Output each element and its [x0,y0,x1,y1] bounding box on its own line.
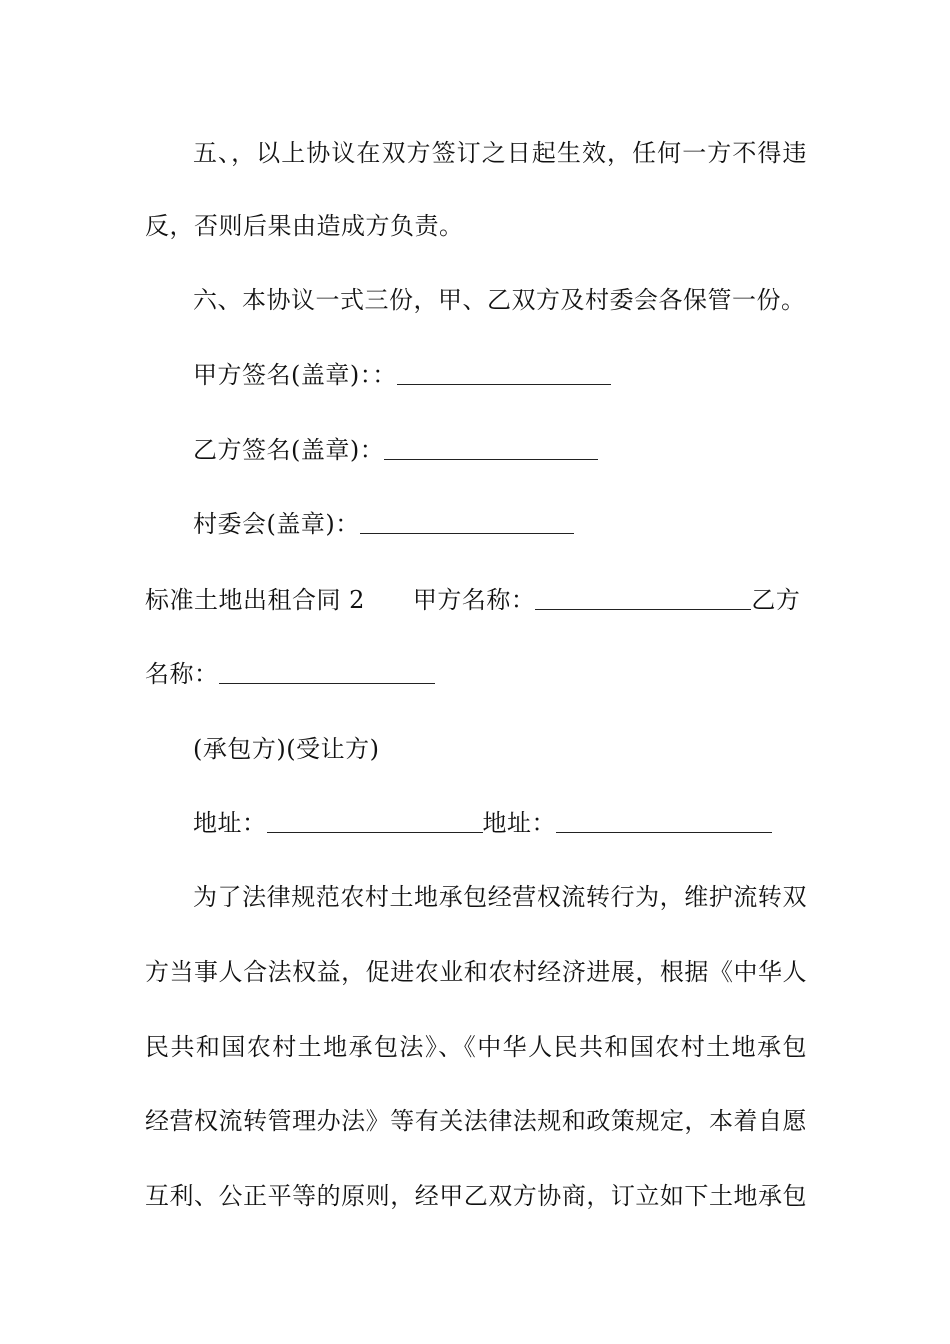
contract-title: 标准土地出租合同 2 [145,586,365,614]
party-a-name-blank [535,587,751,610]
party-roles: (承包方)(受让方) [193,735,380,763]
party-b-name-label: 名称： [145,660,219,688]
clause-5-line-2: 反，否则后果由造成方负责。 [145,212,464,240]
party-b-address-label: 地址： [482,809,556,837]
address-line [193,808,807,838]
preamble-line-3: 民共和国农村土地承包法》、《中华人民共和国农村土地承包 [145,1033,807,1061]
village-committee-line [193,509,807,539]
party-a-address-blank [267,810,483,833]
party-b-signature-line [193,435,807,465]
party-a-signature-line [193,360,807,390]
village-committee-blank [360,511,574,534]
party-a-name-label: 甲方名称： [412,586,536,614]
party-a-signature-blank [397,362,611,385]
party-b-name-line [145,659,807,689]
party-b-name-blank [219,661,435,684]
preamble-line-4: 经营权流转管理办法》等有关法律法规和政策规定，本着自愿 [145,1107,807,1135]
preamble-line-1: 为了法律规范农村土地承包经营权流转行为，维护流转双 [193,883,807,911]
preamble-line-2: 方当事人合法权益，促进农业和农村经济进展，根据《中华人 [145,958,807,986]
contract-title-line [145,585,807,615]
party-a-address-label: 地址： [193,809,267,837]
clause-6: 六、本协议一式三份，甲、乙双方及村委会各保管一份。 [193,286,806,314]
party-b-address-blank [556,810,772,833]
party-b-signature-label: 乙方签名(盖章)： [193,436,385,464]
party-b-label-start: 乙方 [751,586,801,614]
party-b-signature-blank [384,437,598,460]
clause-5-line-1: 五、，以上协议在双方签订之日起生效，任何一方不得违 [193,139,807,167]
village-committee-label: 村委会(盖章)： [193,510,360,538]
preamble-line-5: 互利、公正平等的原则，经甲乙双方协商，订立如下土地承包 [145,1182,807,1210]
party-a-signature-label: 甲方签名(盖章)：： [193,361,397,389]
